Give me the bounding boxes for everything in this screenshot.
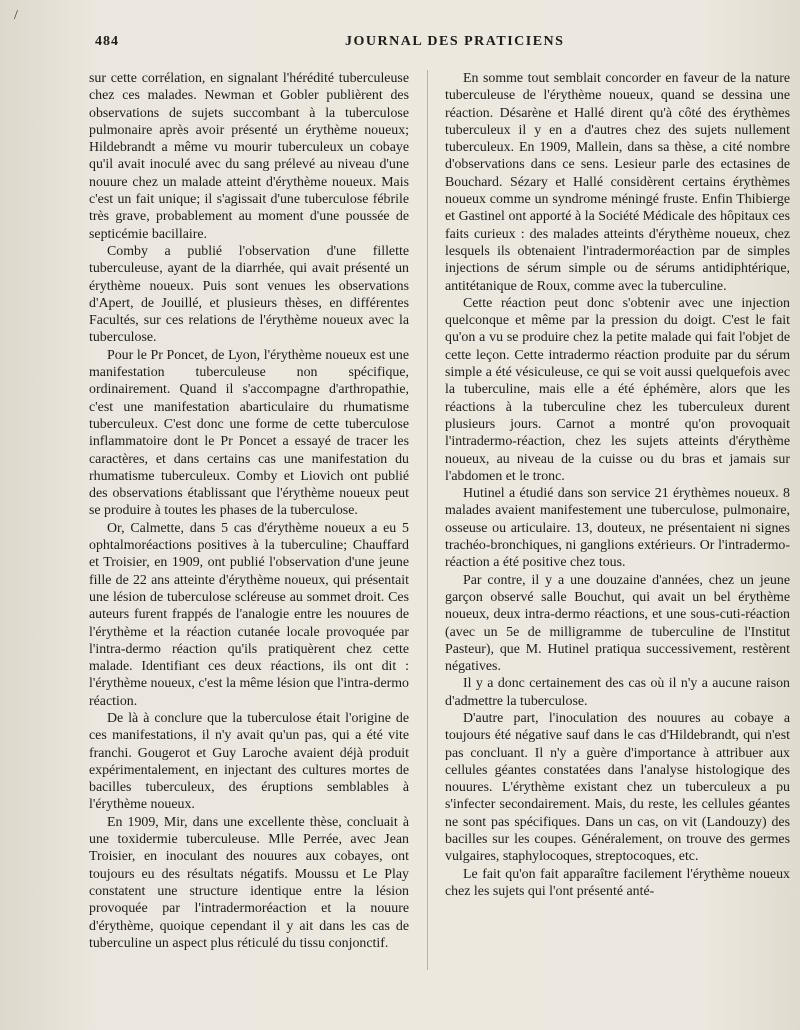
paragraph: Pour le Pr Poncet, de Lyon, l'érythème noueux est une manifestation tuberculeuse non spécifique, ordinairement. Quand il s'accompagne d'arthropathie, c'est une manifestation abarticulaire du rhumatisme tuberculeux. C'est donc une forme de cette tuberculose inflammatoire dont le Pr Poncet a essayé de tracer les caractères, et dans certains cas une manifestation du rhumatisme tuberculeux. Comby et Liovich ont publié des observations établissant que l'érythème noueux peut se produire à toutes les phases de la tuberculose. (89, 347, 409, 519)
paragraph: Or, Calmette, dans 5 cas d'érythème noueux a eu 5 ophtalmoréactions positives à la tuberculine; Chauffard et Troisier, en 1909, ont publié l'observation d'une jeune fille de 22 ans atteinte d'érythème noueux, qui présentait une lésion de tuberculose scléreuse au sommet droit. Ces auteurs furent frappés de l'analogie entre les nouures de l'érythème et la réaction cutanée locale provoquée par l'intra-dermo réaction qu'ils pratiquèrent chez cette malade. Identifiant ces deux réactions, ils ont dit : l'érythème noueux, c'est la même lésion que l'intra-dermo réaction. (89, 520, 409, 709)
paragraph: Par contre, il y a une douzaine d'années, chez un jeune garçon observé salle Bouchut, qui avait un bel érythème noueux, deux intra-dermo réactions, et une sous-cuti-réaction (avec un 5e de milligramme de tuberculine de l'Institut Pasteur), que M. Hutinel pratiqua successivement, restèrent négatives. (445, 572, 790, 675)
page-header (95, 34, 790, 54)
paragraph: De là à conclure que la tuberculose était l'origine de ces manifestations, il n'y avait qu'un pas, qui a été vite franchi. Gougerot et Guy Laroche avaient déjà produit expérimentalement, en injectant des cultures mortes de bacilles tuberculeux, des éruptions semblables à l'érythème noueux. (89, 710, 409, 813)
left-column (89, 70, 409, 952)
paragraph: En 1909, Mir, dans une excellente thèse, concluait à une toxidermie tuberculeuse. Mlle Perrée, avec Jean Troisier, en inoculant des nouures aux cobayes, ont toujours eu des résultats négatifs. Moussu et Le Play constatent une structure identique entre la lésion provoquée par l'intradermoréaction et la nouure d'érythème, quoique cependant il y ait dans les cas de tuberculine un aspect plus réticulé du tissu conjonctif. (89, 814, 409, 951)
page-number: 484 (95, 34, 119, 49)
paragraph: Il y a donc certainement des cas où il n'y a aucune raison d'admettre la tuberculose. (445, 676, 790, 709)
paragraph: Le fait qu'on fait apparaître facilement l'érythème noueux chez les sujets qui l'ont présenté anté- (445, 866, 790, 899)
journal-title: JOURNAL DES PRATICIENS (345, 34, 565, 49)
paragraph: Cette réaction peut donc s'obtenir avec une injection quelconque et même par la pression du doigt. C'est le fait qu'on a vu se produire chez la petite malade qui fait l'objet de cette leçon. Cette intradermo réaction produite par du sérum simple a été vésiculeuse, ce qui se voit aussi quelquefois avec la tuberculine, mais elle a été éphémère, alors que les réactions à la tuberculine chez les tuberculeux durent plusieurs jours. Carnot a montré qu'on provoquait l'intradermo-réaction, chez les sujets atteints d'érythème noueux, au niveau de la cuisse ou du bras et jamais sur l'abdomen et le tronc. (445, 295, 790, 484)
column-divider (427, 70, 428, 970)
paragraph: Comby a publié l'observation d'une fillette tuberculeuse, ayant de la diarrhée, qui avait présenté un érythème noueux. Puis sont venues les observations d'Apert, de Jouillé, et plusieurs thèses, en différentes Facultés, sur ces relations de l'érythème noueux avec la tuberculose. (89, 243, 409, 346)
right-column (445, 70, 790, 900)
paragraph: sur cette corrélation, en signalant l'hérédité tuberculeuse chez ces malades. Newman et Gobler publièrent des observations de sujets succombant à la tuberculose pulmonaire après avoir présenté un érythème noueux; Hildebrandt a même vu mourir tuberculeux un cobaye qu'il avait inoculé avec du sang prélevé au niveau d'une nouure chez un malade atteint d'érythème noueux. Mais c'est un fait unique; il s'agissait d'une tuberculose fébrile très grave, probablement au moment d'une poussée de septicémie bacillaire. (89, 71, 409, 242)
paragraph: Hutinel a étudié dans son service 21 érythèmes noueux. 8 malades avaient manifestement une tuberculose, pulmonaire, osseuse ou articulaire. 13, douteux, ne présentaient ni signes trachéo-bronchiques, ni ganglions extérieurs. Or l'intradermo-réaction a été positive chez tous. (445, 486, 790, 571)
paragraph: En somme tout semblait concorder en faveur de la nature tuberculeuse de l'érythème noueux, quand se dessina une réaction. Désarène et Hallé dirent qu'à côté des érythèmes tuberculeux il y en a d'autres chez des sujets nullement tuberculeux. En 1909, Mallein, dans sa thèse, a cité nombre d'observations dans ce sens. Lesieur parle des ectasines de Bouchard. Sézary et Hallé considèrent certains érythèmes noueux comme un syndrome méningé fruste. Enfin Thibierge et Gastinel ont apporté à la Société Médicale des hôpitaux ces faits curieux : des malades atteints d'érythème noueux, chez lesquels ils obtenaient l'intradermoréaction par de simples injections de sérum simple ou de sérums antidiphtérique, antitétanique de Roux, comme avec la tuberculine. (445, 71, 790, 294)
corner-mark: / (14, 8, 18, 23)
paragraph: D'autre part, l'inoculation des nouures au cobaye a toujours été négative sauf dans le cas d'Hildebrandt, qui n'est pas concluant. Il n'y a guère d'importance à attribuer aux cellules géantes constatées dans l'analyse histologique des nouures. L'érythème existant chez un tuberculeux a pu s'infecter secondairement. Mais, du reste, les cellules géantes ne sont pas spécifiques. Dans un cas, on vit (Landouzy) des bacilles sur les coupes. Généralement, on trouve des germes vulgaires, staphylocoques, streptocoques, etc. (445, 710, 790, 865)
